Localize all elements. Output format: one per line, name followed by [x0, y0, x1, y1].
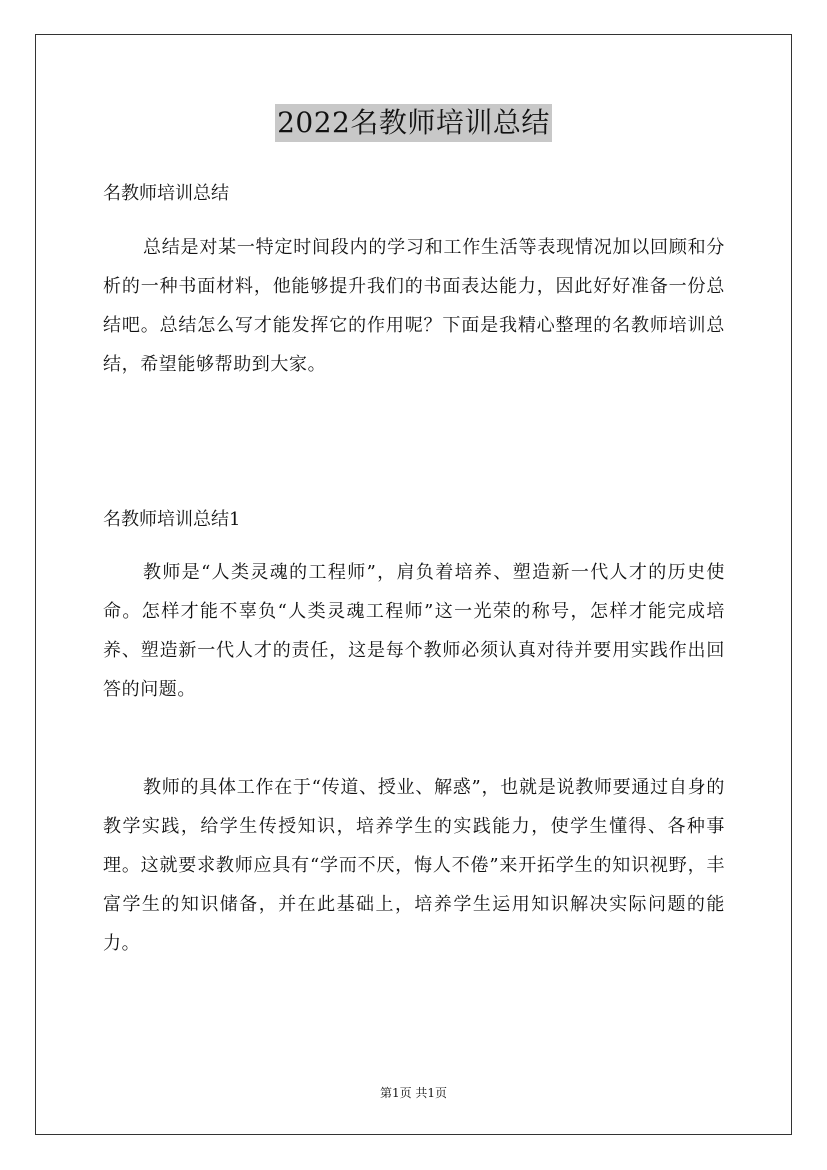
document-title: 2022名教师培训总结: [275, 104, 552, 142]
intro-paragraph: 总结是对某一特定时间段内的学习和工作生活等表现情况加以回顾和分析的一种书面材料，他能够提升我们的书面表达能力，因此好好准备一份总结吧。总结怎么写才能发挥它的作用呢？下面是我精心整理的名教师培训总结，希望能够帮助到大家。: [103, 237, 725, 375]
section-1-paragraph-2: 教师的具体工作在于“传道、授业、解惑”，也就是说教师要通过自身的教学实践，给学生传授知识，培养学生的实践能力，使学生懂得、各种事理。这就要求教师应具有“学而不厌，悔人不倦”来开拓学生的知识视野，丰富学生的知识储备，并在此基础上，培养学生运用知识解决实际问题的能力。: [103, 777, 725, 954]
document-subtitle: 名教师培训总结: [103, 183, 229, 204]
section-1-paragraph-1: 教师是“人类灵魂的工程师”，肩负着培养、塑造新一代人才的历史使命。怎样才能不辜负“人类灵魂工程师”这一光荣的称号，怎样才能完成培养、塑造新一代人才的责任，这是每个教师必须认真对待并要用实践作出回答的问题。: [103, 562, 725, 700]
page-footer: 第1页 共1页: [379, 1086, 448, 1100]
section-1-heading: 名教师培训总结1: [103, 509, 241, 530]
title-container: [0, 104, 827, 142]
